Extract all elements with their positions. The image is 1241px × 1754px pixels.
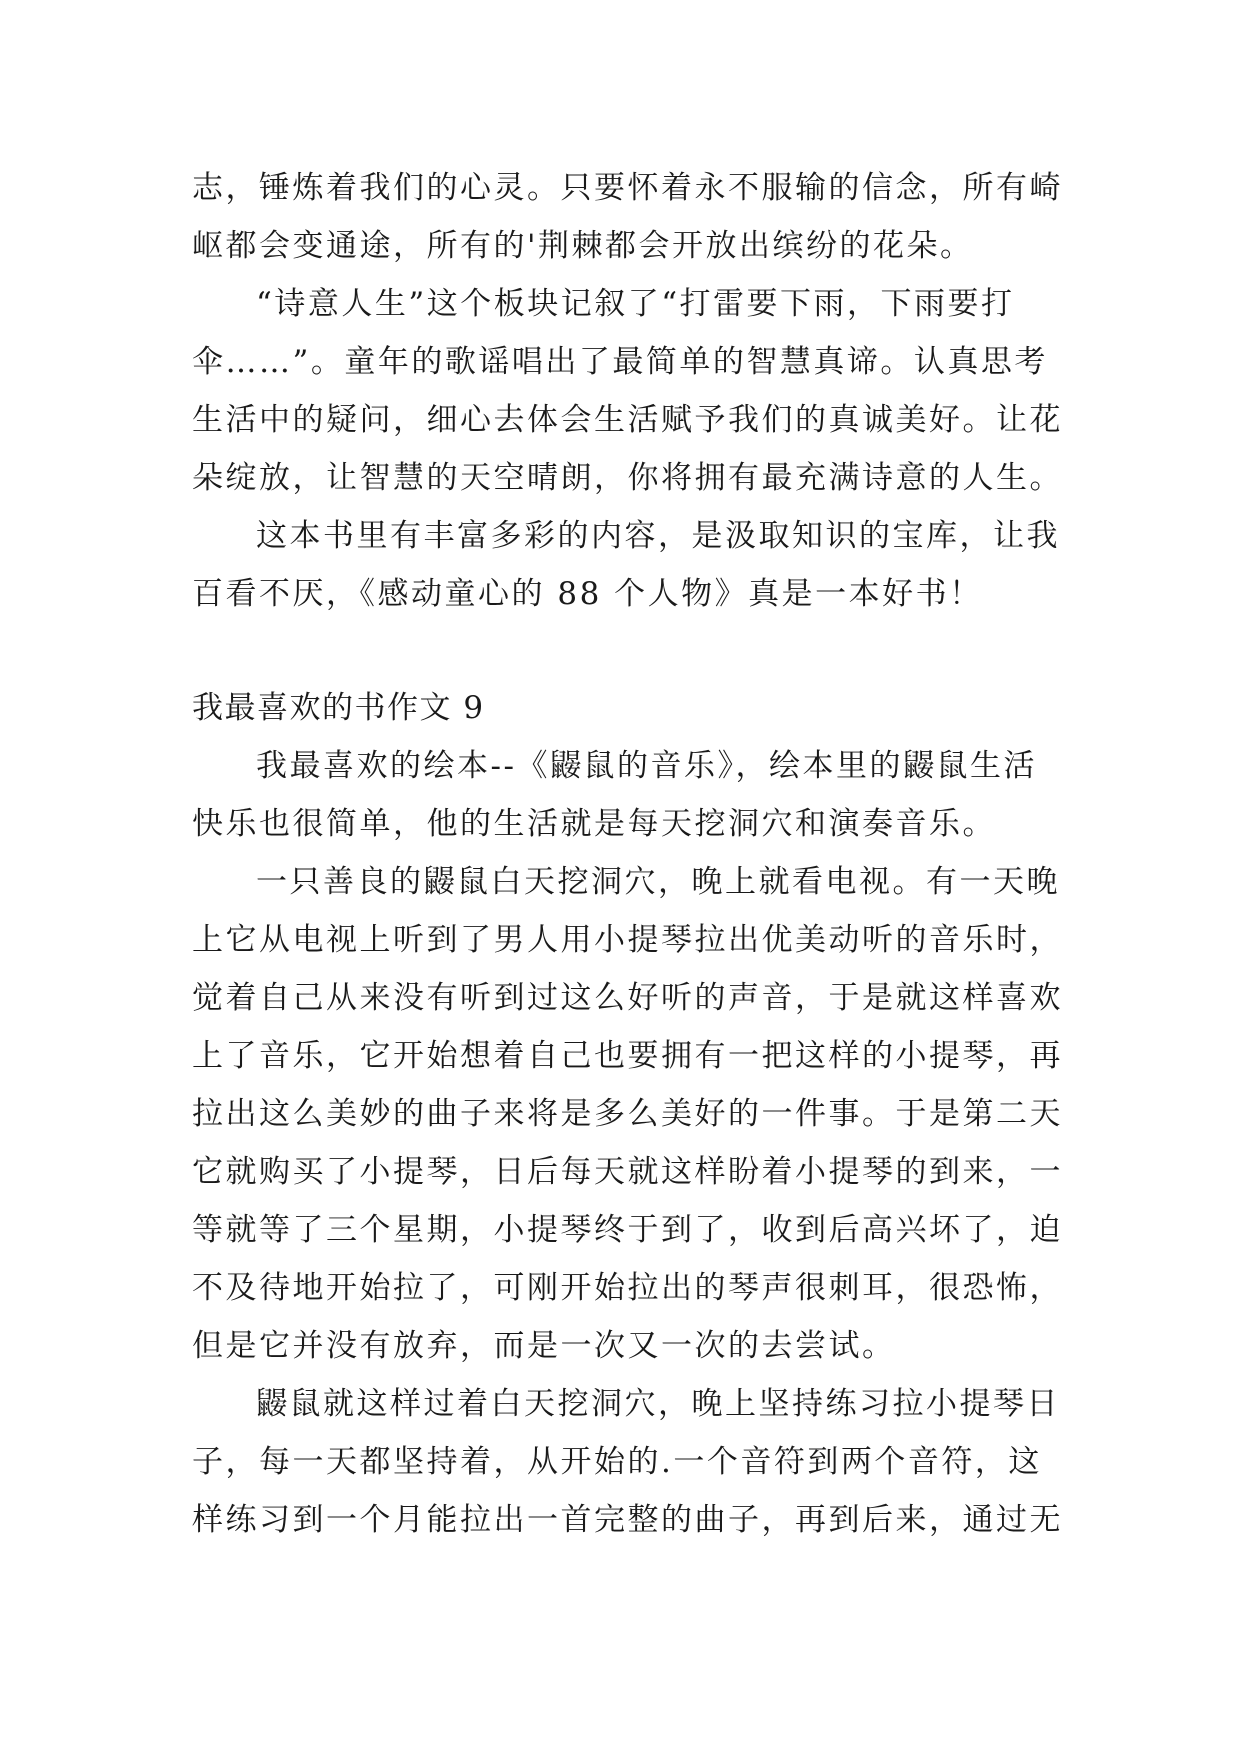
section-heading: 我最喜欢的书作文 9 xyxy=(192,690,485,726)
paragraph-first-line: 一只善良的鼹鼠白天挖洞穴，晚上就看电视。有一天晚 xyxy=(256,864,1060,900)
text-line: 志，锤炼着我们的心灵。只要怀着永不服输的信念，所有崎 xyxy=(192,170,1063,206)
paragraph-first-line: “诗意人生”这个板块记叙了“打雷要下雨，下雨要打 xyxy=(256,286,1015,322)
text-line: 子，每一天都坚持着，从开始的.一个音符到两个音符，这 xyxy=(192,1444,1042,1480)
text-line: 等就等了三个星期，小提琴终于到了，收到后高兴坏了，迫 xyxy=(192,1212,1063,1248)
text-line: 上它从电视上听到了男人用小提琴拉出优美动听的音乐时， xyxy=(192,922,1063,958)
paragraph-first-line: 我最喜欢的绘本--《鼹鼠的音乐》，绘本里的鼹鼠生活 xyxy=(256,748,1037,784)
text-line: 样练习到一个月能拉出一首完整的曲子，再到后来，通过无 xyxy=(192,1502,1063,1538)
text-line: 不及待地开始拉了，可刚开始拉出的琴声很刺耳，很恐怖， xyxy=(192,1270,1063,1306)
text-line: 百看不厌，《感动童心的 88 个人物》真是一本好书！ xyxy=(192,576,983,612)
text-line: 它就购买了小提琴，日后每天就这样盼着小提琴的到来，一 xyxy=(192,1154,1063,1190)
text-line: 快乐也很简单，他的生活就是每天挖洞穴和演奏音乐。 xyxy=(192,806,996,842)
text-line: 觉着自己从来没有听到过这么好听的声音，于是就这样喜欢 xyxy=(192,980,1063,1016)
text-line: 朵绽放，让智慧的天空晴朗，你将拥有最充满诗意的人生。 xyxy=(192,460,1063,496)
paragraph-first-line: 鼹鼠就这样过着白天挖洞穴，晚上坚持练习拉小提琴日 xyxy=(256,1386,1060,1422)
text-line: 伞……”。童年的歌谣唱出了最简单的智慧真谛。认真思考 xyxy=(192,344,1048,380)
paragraph-first-line: 这本书里有丰富多彩的内容，是汲取知识的宝库，让我 xyxy=(256,518,1060,554)
text-line: 拉出这么美妙的曲子来将是多么美好的一件事。于是第二天 xyxy=(192,1096,1063,1132)
text-line: 但是它并没有放弃，而是一次又一次的去尝试。 xyxy=(192,1328,896,1364)
text-line: 上了音乐，它开始想着自己也要拥有一把这样的小提琴，再 xyxy=(192,1038,1063,1074)
text-line: 生活中的疑问，细心去体会生活赋予我们的真诚美好。让花 xyxy=(192,402,1063,438)
text-line: 岖都会变通途，所有的'荆棘都会开放出缤纷的花朵。 xyxy=(192,228,974,264)
